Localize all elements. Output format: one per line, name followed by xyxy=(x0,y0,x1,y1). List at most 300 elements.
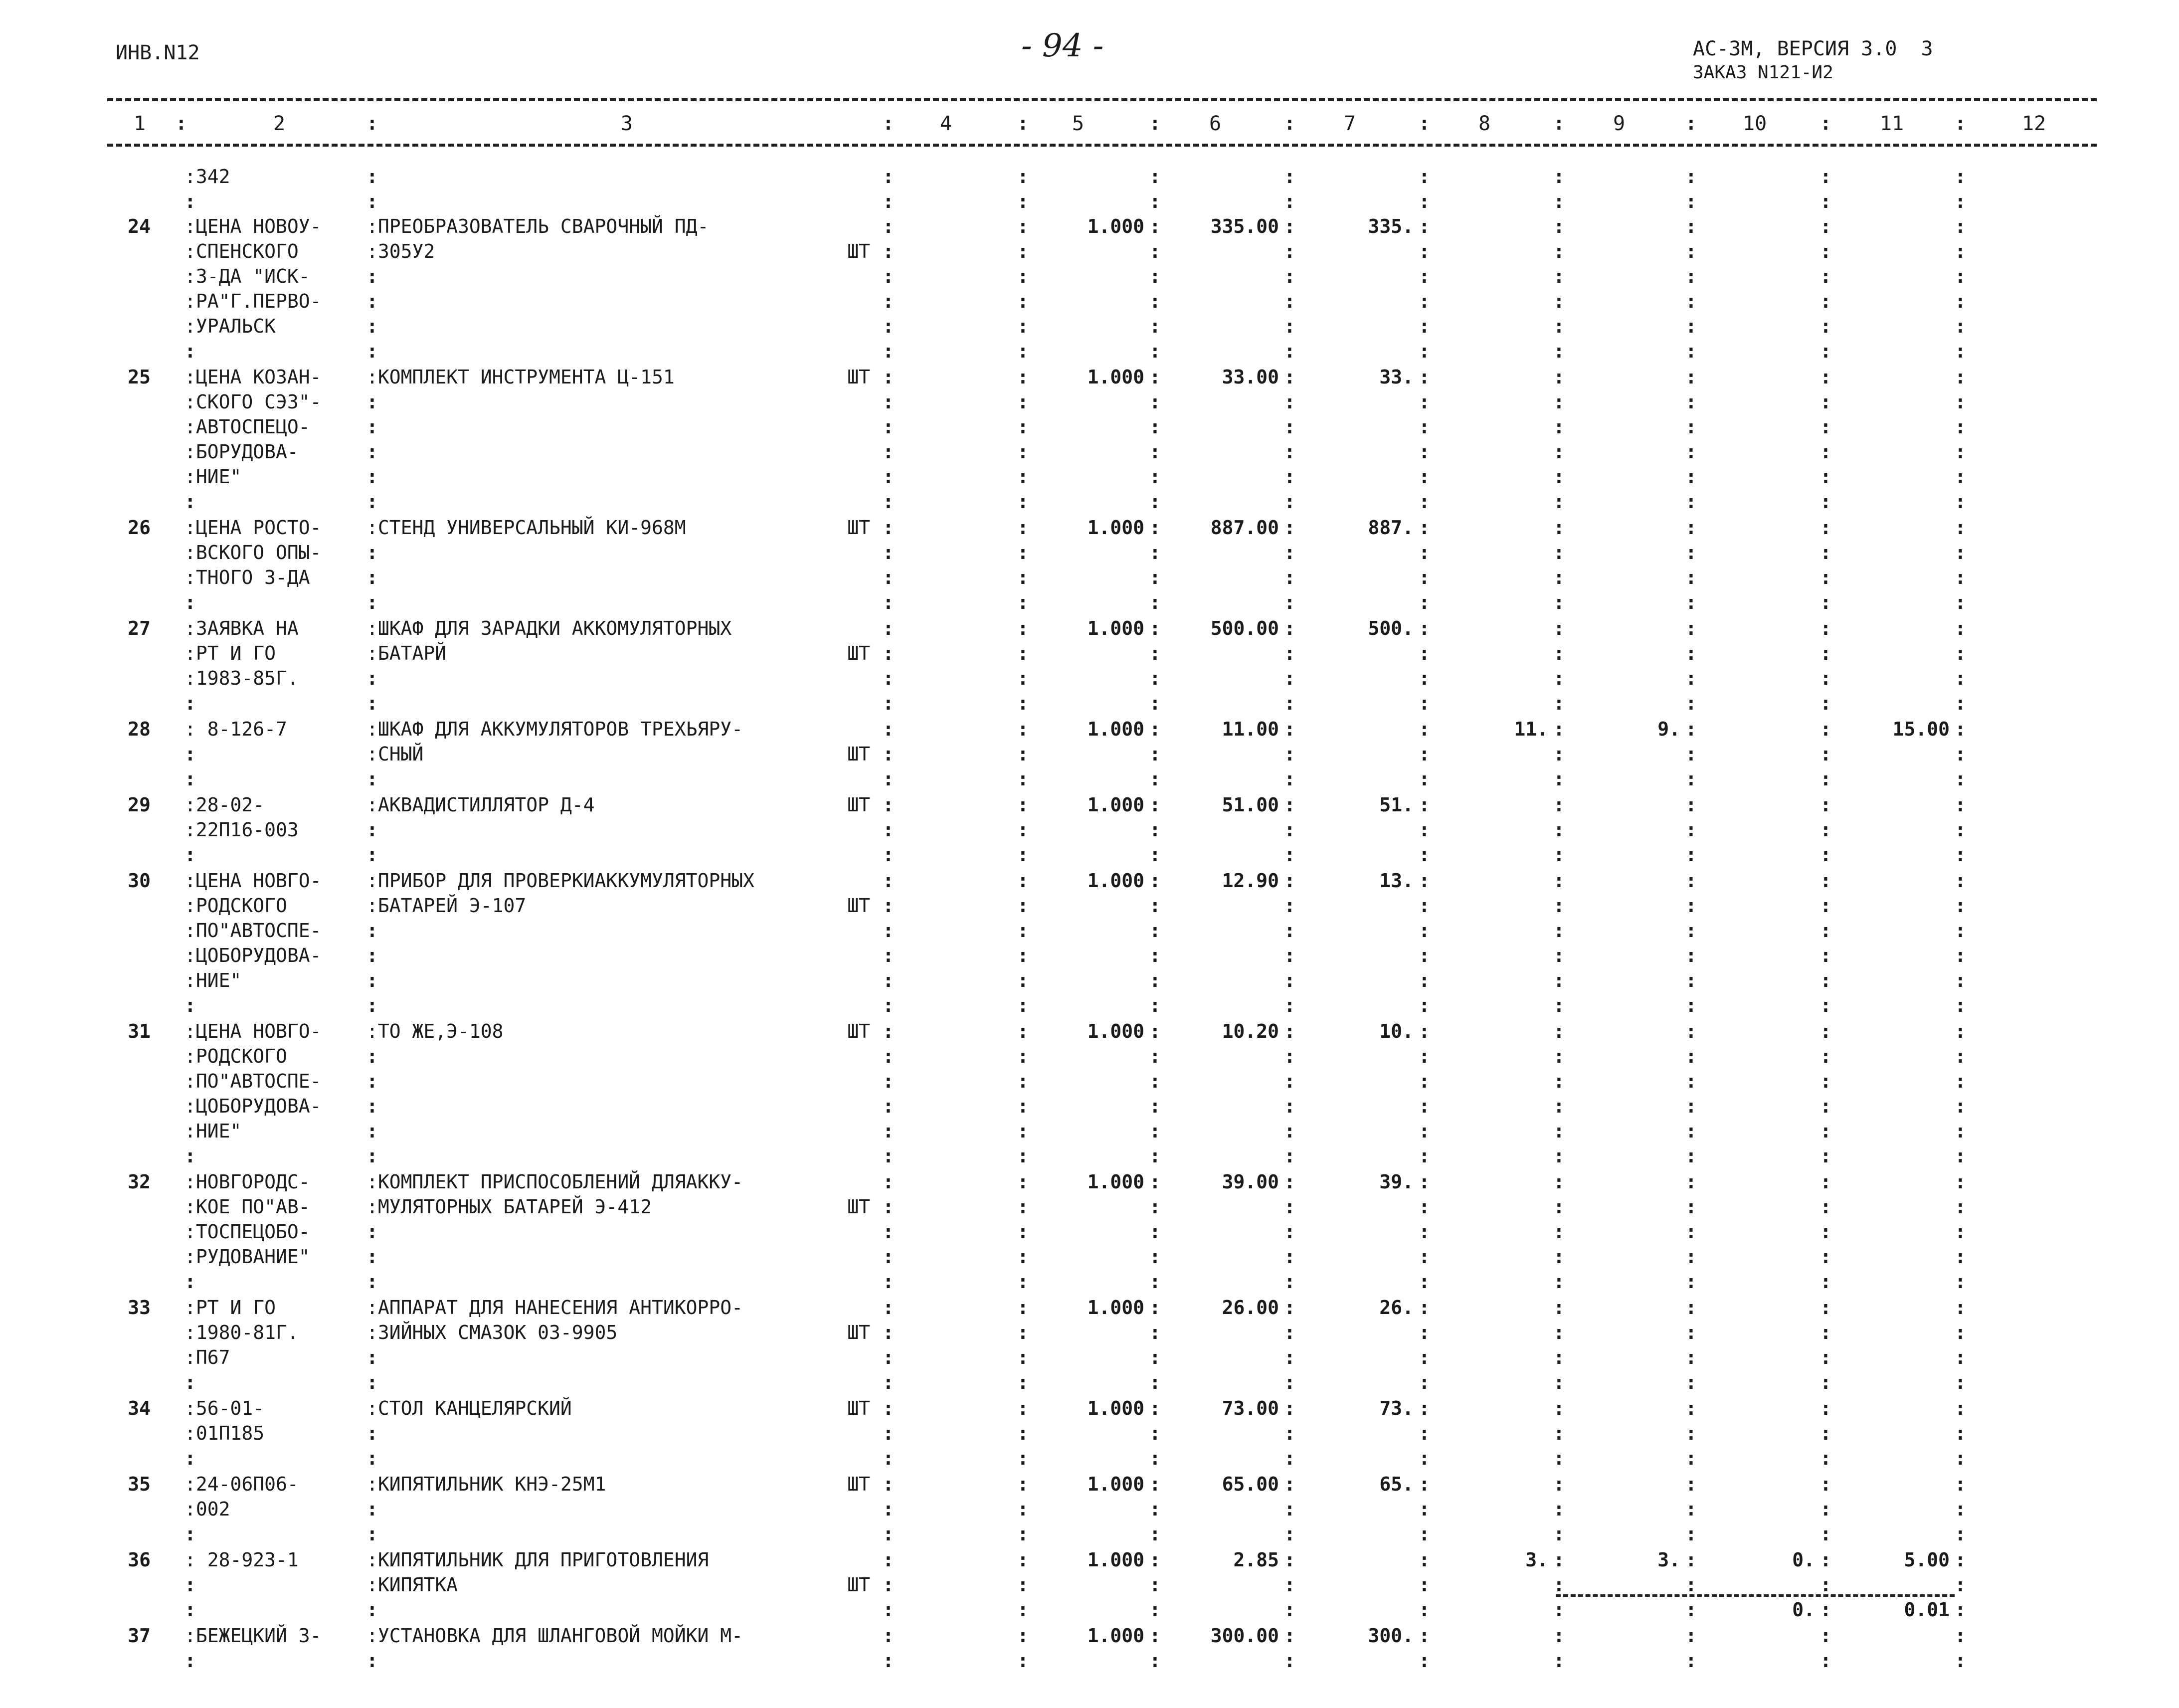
cell-col-5: 2.85 xyxy=(1233,1549,1279,1571)
column-separator: : xyxy=(1149,794,1161,816)
column-separator: : xyxy=(1685,819,1697,841)
item-name-line: :КИПЯТИЛЬНИК КНЭ-25М1 xyxy=(366,1473,606,1495)
column-separator: : xyxy=(1685,692,1697,714)
item-name-line: :СТОЛ КАНЦЕЛЯРСКИЙ xyxy=(366,1397,572,1419)
column-separator: : xyxy=(1553,391,1565,413)
cell-col-5: 51.00 xyxy=(1222,794,1279,816)
column-separator: : xyxy=(1149,743,1161,765)
column-separator: : xyxy=(1419,315,1430,337)
column-separator: : xyxy=(1553,1625,1565,1647)
column-separator: : xyxy=(1955,1549,1966,1571)
column-separator: : xyxy=(366,1498,378,1520)
column-separator: : xyxy=(1685,1322,1697,1343)
header-separator: : xyxy=(1553,112,1565,134)
column-separator: : xyxy=(1685,642,1697,664)
row-number: 25 xyxy=(128,366,151,388)
column-separator: : xyxy=(1284,819,1295,841)
column-separator: : xyxy=(1419,416,1430,438)
column-separator: : xyxy=(1553,166,1565,188)
column-separator: : xyxy=(1419,240,1430,262)
column-separator: : xyxy=(1149,1574,1161,1596)
header-separator: : xyxy=(1017,112,1029,134)
column-separator: : xyxy=(1419,945,1430,966)
column-separator: : xyxy=(1553,819,1565,841)
column-separator: : xyxy=(184,1145,196,1167)
column-separator: : xyxy=(1955,166,1966,188)
item-name-line: :АППАРАТ ДЛЯ НАНЕСЕНИЯ АНТИКОРРО- xyxy=(366,1297,743,1319)
column-separator: : xyxy=(366,591,378,613)
column-separator: : xyxy=(1017,591,1029,613)
column-separator: : xyxy=(1419,1523,1430,1545)
column-separator: : xyxy=(1553,466,1565,488)
order-number: ЗАКАЗ N121-И2 xyxy=(1693,62,1833,83)
column-separator: : xyxy=(1955,591,1966,613)
column-separator: : xyxy=(1149,441,1161,463)
column-separator: : xyxy=(1284,1120,1295,1142)
column-separator: : xyxy=(1284,945,1295,966)
item-name-line: :ЗИЙНЫХ СМАЗОК 03-9905 xyxy=(366,1322,618,1343)
column-separator: : xyxy=(1284,969,1295,991)
item-name-line: :БАТАРЕЙ Э-107 xyxy=(366,895,527,917)
column-separator: : xyxy=(1149,491,1161,513)
column-separator: : xyxy=(1553,1095,1565,1117)
subtotal-col-10: 0.01 xyxy=(1904,1599,1950,1621)
column-separator: : xyxy=(1017,1523,1029,1545)
column-separator: : xyxy=(1149,617,1161,639)
column-separator: : xyxy=(883,441,894,463)
column-separator: : xyxy=(1017,1221,1029,1243)
column-separator: : xyxy=(1419,1322,1430,1343)
column-separator: : xyxy=(1017,1145,1029,1167)
column-separator: : xyxy=(1419,1498,1430,1520)
header-separator: : xyxy=(366,112,378,134)
header-separator: : xyxy=(1284,112,1295,134)
column-separator: : xyxy=(1419,1397,1430,1419)
column-separator: : xyxy=(883,1145,894,1167)
column-separator: : xyxy=(1955,768,1966,790)
column-separator: : xyxy=(1820,1020,1831,1042)
column-separator: : xyxy=(1284,190,1295,212)
column-header-2: 2 xyxy=(273,112,286,135)
column-separator: : xyxy=(1284,920,1295,942)
column-separator: : xyxy=(1017,1498,1029,1520)
column-separator: : xyxy=(1419,1020,1430,1042)
column-separator: : xyxy=(1017,166,1029,188)
column-separator: : xyxy=(1685,1120,1697,1142)
column-separator: : xyxy=(1553,1120,1565,1142)
column-separator: : xyxy=(1284,1322,1295,1343)
column-separator: : xyxy=(1419,969,1430,991)
column-separator: : xyxy=(1820,743,1831,765)
column-separator: : xyxy=(1553,1650,1565,1672)
column-separator: : xyxy=(1685,1422,1697,1444)
column-separator: : xyxy=(1149,994,1161,1016)
column-separator: : xyxy=(1820,1447,1831,1469)
column-separator: : xyxy=(883,1322,894,1343)
column-separator: : xyxy=(1419,491,1430,513)
column-separator: : xyxy=(883,692,894,714)
column-separator: : xyxy=(1419,1120,1430,1142)
column-separator: : xyxy=(1149,240,1161,262)
column-separator: : xyxy=(1284,1599,1295,1621)
column-separator: : xyxy=(184,1599,196,1621)
column-separator: : xyxy=(1553,1447,1565,1469)
column-separator: : xyxy=(1149,340,1161,362)
column-separator: : xyxy=(1419,718,1430,740)
column-separator: : xyxy=(184,491,196,513)
item-name-line: :КОМПЛЕКТ ИНСТРУМЕНТА Ц-151 xyxy=(366,366,675,388)
column-separator: : xyxy=(883,1171,894,1193)
column-separator: : xyxy=(883,1020,894,1042)
column-separator: : xyxy=(1685,1625,1697,1647)
column-separator: : xyxy=(1419,265,1430,287)
column-separator: : xyxy=(1685,844,1697,866)
source-document-line: :КОЕ ПО"АВ- xyxy=(184,1196,310,1218)
column-separator: : xyxy=(883,844,894,866)
subtotal-col-9: 0. xyxy=(1792,1599,1815,1621)
column-separator: : xyxy=(1017,1297,1029,1319)
column-separator: : xyxy=(1955,819,1966,841)
column-separator: : xyxy=(1685,1346,1697,1368)
column-separator: : xyxy=(1820,166,1831,188)
column-separator: : xyxy=(1553,542,1565,564)
cell-col-6: 33. xyxy=(1379,366,1414,388)
column-separator: : xyxy=(366,1070,378,1092)
column-separator: : xyxy=(1149,190,1161,212)
column-separator: : xyxy=(1284,1271,1295,1293)
column-separator: : xyxy=(1955,1196,1966,1218)
column-separator: : xyxy=(1553,366,1565,388)
column-separator: : xyxy=(1284,1447,1295,1469)
table-header-rule xyxy=(107,144,2097,147)
column-separator: : xyxy=(1955,1246,1966,1268)
column-separator: : xyxy=(1419,870,1430,892)
column-separator: : xyxy=(1284,265,1295,287)
column-separator: : xyxy=(1685,591,1697,613)
column-separator: : xyxy=(1149,1523,1161,1545)
cell-col-4: 1.000 xyxy=(1087,1020,1144,1042)
column-separator: : xyxy=(1955,1447,1966,1469)
column-separator: : xyxy=(883,1650,894,1672)
column-separator: : xyxy=(1820,240,1831,262)
source-document-line: :ЦЕНА НОВГО- xyxy=(184,870,322,892)
column-separator: : xyxy=(1820,1574,1831,1596)
column-separator: : xyxy=(1553,844,1565,866)
column-separator: : xyxy=(1955,1371,1966,1393)
item-name-line: :ПРИБОР ДЛЯ ПРОВЕРКИАККУМУЛЯТОРНЫХ xyxy=(366,870,754,892)
column-separator: : xyxy=(1284,692,1295,714)
source-document-line: :002 xyxy=(184,1498,230,1520)
column-separator: : xyxy=(1955,667,1966,689)
column-separator: : xyxy=(1017,667,1029,689)
cell-col-8: 9. xyxy=(1657,718,1680,740)
column-separator: : xyxy=(1017,1599,1029,1621)
source-document-line: :СПЕНСКОГО xyxy=(184,240,299,262)
column-separator: : xyxy=(1955,1070,1966,1092)
unit-of-measure: ШТ xyxy=(847,1473,870,1495)
cell-col-9: 0. xyxy=(1792,1549,1815,1571)
column-separator: : xyxy=(1955,945,1966,966)
cell-col-10: 5.00 xyxy=(1904,1549,1950,1571)
column-separator: : xyxy=(1955,1120,1966,1142)
column-separator: : xyxy=(1017,1196,1029,1218)
source-document-line: : 8-126-7 xyxy=(184,718,287,740)
column-separator: : xyxy=(1553,794,1565,816)
column-separator: : xyxy=(366,819,378,841)
column-separator: : xyxy=(1419,1171,1430,1193)
column-separator: : xyxy=(1419,1221,1430,1243)
column-header-10: 10 xyxy=(1743,112,1767,135)
column-separator: : xyxy=(1685,1297,1697,1319)
item-name-line: :ШКАФ ДЛЯ ЗАРАДКИ АККОМУЛЯТОРНЫХ xyxy=(366,617,732,639)
column-separator: : xyxy=(1149,642,1161,664)
column-separator: : xyxy=(1820,315,1831,337)
column-separator: : xyxy=(1820,441,1831,463)
column-separator: : xyxy=(1284,1549,1295,1571)
item-name-line: :КИПЯТКА xyxy=(366,1574,458,1596)
cell-col-6: 51. xyxy=(1379,794,1414,816)
source-document-line: :АВТОСПЕЦО- xyxy=(184,416,310,438)
column-separator: : xyxy=(1017,1120,1029,1142)
row-number: 28 xyxy=(128,718,151,740)
column-separator: : xyxy=(1820,692,1831,714)
column-separator: : xyxy=(184,1523,196,1545)
column-separator: : xyxy=(1017,1171,1029,1193)
column-separator: : xyxy=(1419,190,1430,212)
cell-col-4: 1.000 xyxy=(1087,870,1144,892)
column-separator: : xyxy=(883,1523,894,1545)
source-document-line: :НИЕ" xyxy=(184,1120,242,1142)
column-separator: : xyxy=(1419,340,1430,362)
item-name-line: :305У2 xyxy=(366,240,435,262)
column-separator: : xyxy=(1553,190,1565,212)
cell-col-4: 1.000 xyxy=(1087,617,1144,639)
column-separator: : xyxy=(883,391,894,413)
unit-of-measure: ШТ xyxy=(847,1020,870,1042)
column-separator: : xyxy=(1553,1549,1565,1571)
column-separator: : xyxy=(1955,994,1966,1016)
column-separator: : xyxy=(1149,1196,1161,1218)
column-separator: : xyxy=(1284,1523,1295,1545)
source-document-line: :ЦОБОРУДОВА- xyxy=(184,1095,322,1117)
column-separator: : xyxy=(1284,1020,1295,1042)
column-separator: : xyxy=(1553,667,1565,689)
item-name-line: :ШКАФ ДЛЯ АККУМУЛЯТОРОВ ТРЕХЬЯРУ- xyxy=(366,718,743,740)
column-separator: : xyxy=(1149,768,1161,790)
column-separator: : xyxy=(1284,1473,1295,1495)
cell-col-4: 1.000 xyxy=(1087,718,1144,740)
column-separator: : xyxy=(1955,617,1966,639)
column-separator: : xyxy=(1284,794,1295,816)
column-separator: : xyxy=(1149,1498,1161,1520)
column-separator: : xyxy=(1284,542,1295,564)
column-separator: : xyxy=(883,190,894,212)
column-separator: : xyxy=(1149,315,1161,337)
column-separator: : xyxy=(1955,542,1966,564)
column-separator: : xyxy=(1553,1371,1565,1393)
column-separator: : xyxy=(1284,844,1295,866)
column-separator: : xyxy=(1553,1020,1565,1042)
column-separator: : xyxy=(1149,1346,1161,1368)
column-separator: : xyxy=(1284,768,1295,790)
column-separator: : xyxy=(1685,1473,1697,1495)
column-separator: : xyxy=(1553,1045,1565,1067)
column-separator: : xyxy=(1553,1297,1565,1319)
column-separator: : xyxy=(366,1346,378,1368)
column-header-6: 6 xyxy=(1209,112,1222,135)
column-separator: : xyxy=(1955,517,1966,539)
column-separator: : xyxy=(366,416,378,438)
column-separator: : xyxy=(1419,1070,1430,1092)
cell-col-5: 10.20 xyxy=(1222,1020,1279,1042)
column-separator: : xyxy=(1553,1422,1565,1444)
header-separator: : xyxy=(176,112,187,134)
column-separator: : xyxy=(1955,1599,1966,1621)
column-separator: : xyxy=(1553,1246,1565,1268)
source-document-line: :З-ДА "ИСК- xyxy=(184,265,310,287)
source-document-line: :СКОГО СЭЗ"- xyxy=(184,391,322,413)
column-separator: : xyxy=(1149,844,1161,866)
column-separator: : xyxy=(1149,1070,1161,1092)
column-separator: : xyxy=(1685,265,1697,287)
column-separator: : xyxy=(1553,591,1565,613)
column-separator: : xyxy=(1419,1422,1430,1444)
column-separator: : xyxy=(1284,1145,1295,1167)
column-separator: : xyxy=(1685,667,1697,689)
column-separator: : xyxy=(366,1045,378,1067)
column-separator: : xyxy=(1955,870,1966,892)
cell-col-10: 15.00 xyxy=(1892,718,1950,740)
column-separator: : xyxy=(1419,794,1430,816)
column-separator: : xyxy=(1820,718,1831,740)
cell-col-4: 1.000 xyxy=(1087,366,1144,388)
cell-col-4: 1.000 xyxy=(1087,1549,1144,1571)
column-separator: : xyxy=(883,215,894,237)
source-document-line: :ЦЕНА РОСТО- xyxy=(184,517,322,539)
cell-col-6: 26. xyxy=(1379,1297,1414,1319)
column-separator: : xyxy=(1149,895,1161,917)
column-separator: : xyxy=(1149,692,1161,714)
column-separator: : xyxy=(1820,567,1831,588)
column-separator: : xyxy=(184,1271,196,1293)
column-separator: : xyxy=(883,768,894,790)
column-separator: : xyxy=(1419,441,1430,463)
source-document-line: :28-02- xyxy=(184,794,265,816)
column-separator: : xyxy=(883,366,894,388)
column-separator: : xyxy=(366,1371,378,1393)
column-separator: : xyxy=(1820,265,1831,287)
cell-col-6: 887. xyxy=(1368,517,1414,539)
column-separator: : xyxy=(1419,844,1430,866)
column-separator: : xyxy=(1685,391,1697,413)
column-separator: : xyxy=(1284,1346,1295,1368)
column-separator: : xyxy=(1553,1322,1565,1343)
column-separator: : xyxy=(1419,1650,1430,1672)
column-separator: : xyxy=(1284,1070,1295,1092)
cell-col-6: 73. xyxy=(1379,1397,1414,1419)
column-separator: : xyxy=(1553,994,1565,1016)
column-separator: : xyxy=(366,491,378,513)
column-separator: : xyxy=(1820,215,1831,237)
column-separator: : xyxy=(366,290,378,312)
column-separator: : xyxy=(1685,1650,1697,1672)
cell-col-4: 1.000 xyxy=(1087,517,1144,539)
source-document-line: :ТОСПЕЦОБО- xyxy=(184,1221,310,1243)
source-document-line: :1980-81Г. xyxy=(184,1322,299,1343)
column-separator: : xyxy=(1017,542,1029,564)
column-separator: : xyxy=(1419,215,1430,237)
column-separator: : xyxy=(366,1145,378,1167)
column-separator: : xyxy=(1955,466,1966,488)
column-separator: : xyxy=(366,441,378,463)
column-separator: : xyxy=(1017,1625,1029,1647)
source-document-line: :РТ И ГО xyxy=(184,1297,276,1319)
column-header-1: 1 xyxy=(134,112,146,135)
cell-col-5: 335.00 xyxy=(1210,215,1279,237)
column-separator: : xyxy=(1820,969,1831,991)
cell-col-8: 3. xyxy=(1657,1549,1680,1571)
column-separator: : xyxy=(184,190,196,212)
column-separator: : xyxy=(1284,1171,1295,1193)
column-separator: : xyxy=(1553,768,1565,790)
column-separator: : xyxy=(1149,920,1161,942)
column-separator: : xyxy=(1419,366,1430,388)
column-separator: : xyxy=(1553,567,1565,588)
column-separator: : xyxy=(1419,1447,1430,1469)
column-separator: : xyxy=(1820,1171,1831,1193)
column-separator: : xyxy=(1017,945,1029,966)
source-document-line: : 28-923-1 xyxy=(184,1549,299,1571)
column-separator: : xyxy=(1685,1171,1697,1193)
source-document-line: :НИЕ" xyxy=(184,969,242,991)
column-separator: : xyxy=(1017,743,1029,765)
column-separator: : xyxy=(1149,391,1161,413)
source-document-line: :22П16-003 xyxy=(184,819,299,841)
column-separator: : xyxy=(1419,1095,1430,1117)
column-separator: : xyxy=(1553,1271,1565,1293)
column-separator: : xyxy=(883,667,894,689)
column-separator: : xyxy=(1820,1271,1831,1293)
column-separator: : xyxy=(1820,617,1831,639)
column-separator: : xyxy=(1149,1599,1161,1621)
source-document-line: :БОРУДОВА- xyxy=(184,441,299,463)
software-version: АС-3М, ВЕРСИЯ 3.0 3 xyxy=(1693,37,1933,60)
row-number: 32 xyxy=(128,1171,151,1193)
column-separator: : xyxy=(1149,1447,1161,1469)
cell-col-5: 11.00 xyxy=(1222,718,1279,740)
column-separator: : xyxy=(1553,441,1565,463)
header-separator: : xyxy=(1820,112,1831,134)
column-separator: : xyxy=(1955,567,1966,588)
column-separator: : xyxy=(883,718,894,740)
column-separator: : xyxy=(883,895,894,917)
cell-col-5: 39.00 xyxy=(1222,1171,1279,1193)
column-separator: : xyxy=(1284,870,1295,892)
column-separator: : xyxy=(883,1271,894,1293)
column-separator: : xyxy=(1685,920,1697,942)
column-separator: : xyxy=(1017,819,1029,841)
column-separator: : xyxy=(1685,1246,1697,1268)
column-separator: : xyxy=(366,1599,378,1621)
column-separator: : xyxy=(1017,240,1029,262)
column-separator: : xyxy=(1149,718,1161,740)
column-separator: : xyxy=(366,667,378,689)
column-separator: : xyxy=(1149,819,1161,841)
column-separator: : xyxy=(1820,416,1831,438)
column-separator: : xyxy=(883,994,894,1016)
column-separator: : xyxy=(1955,1523,1966,1545)
column-separator: : xyxy=(1017,794,1029,816)
